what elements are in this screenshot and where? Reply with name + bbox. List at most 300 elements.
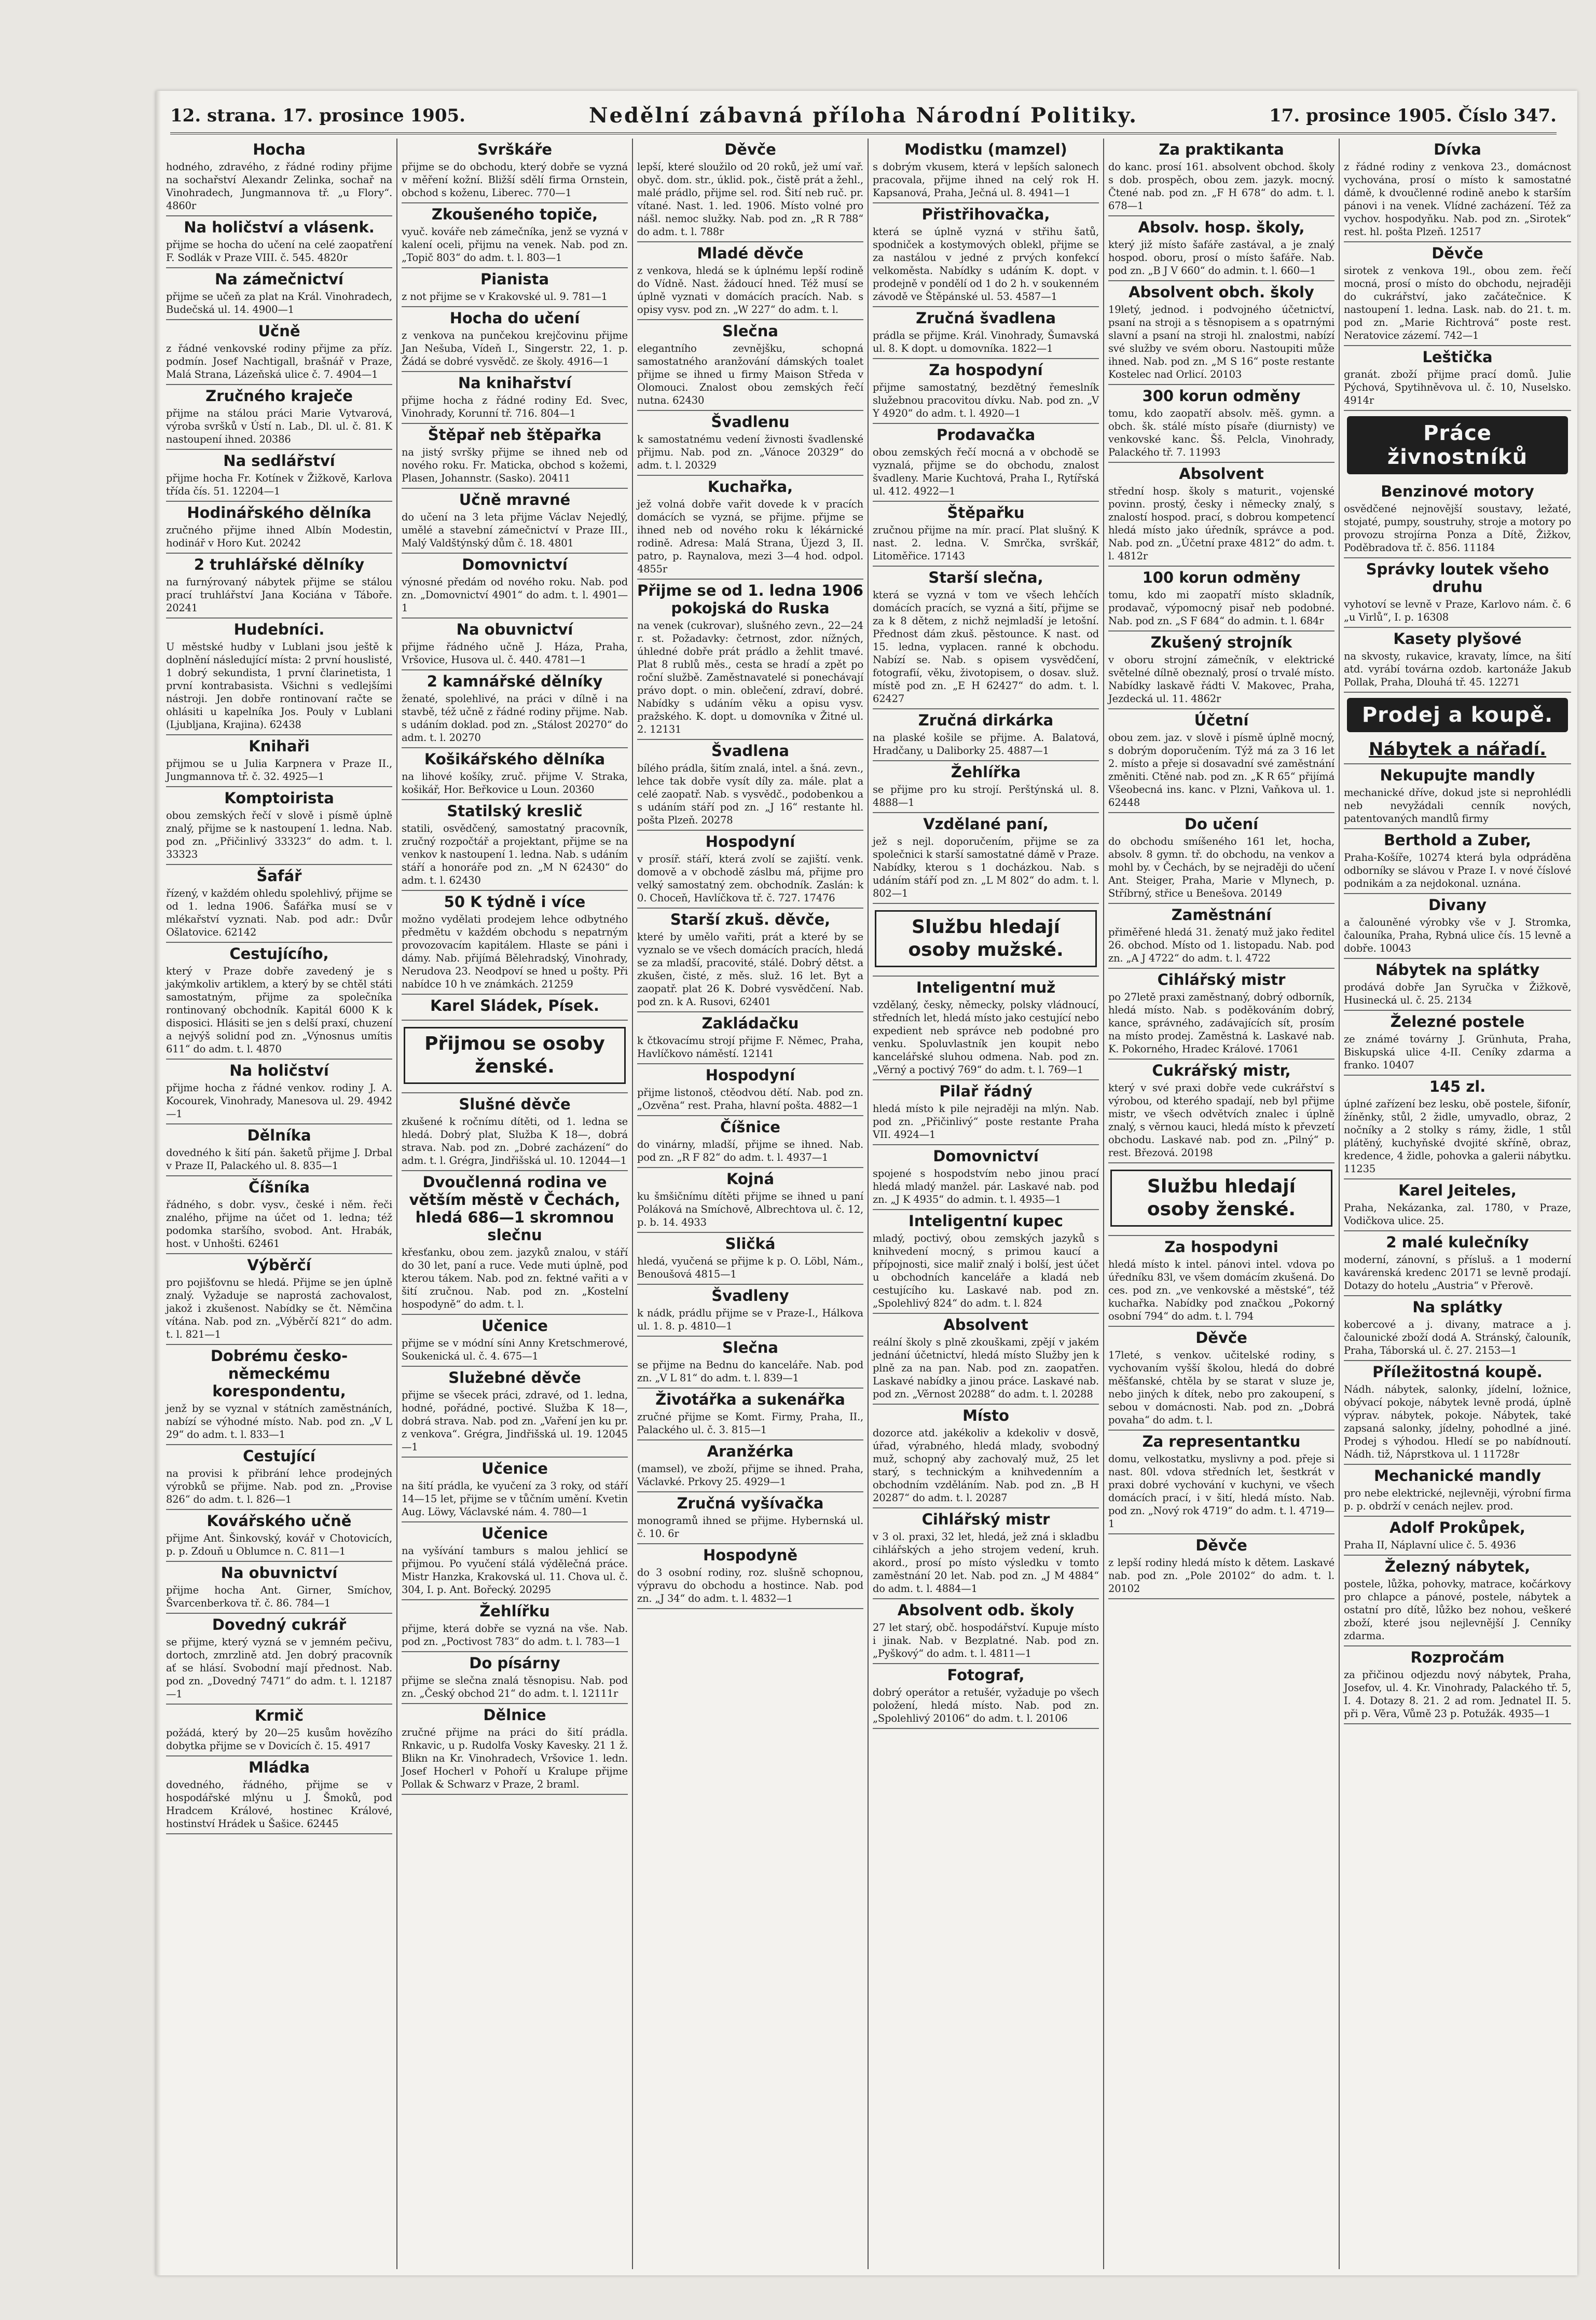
classified-ad xyxy=(873,502,1099,567)
ad-heading: Na splátky xyxy=(1412,1298,1503,1316)
ad-text: přijme se všecek práci, zdravé, od 1. ledna, hodné, pořádné, poctivé. Služba K 18—, dobrá strava. Nab. pod zn. „Vaření jen ku pr. z venkova“. Grégra, Jindřišská ul. 19. 12045—1 xyxy=(402,1389,628,1453)
ad-heading: Hospodyní xyxy=(705,833,795,850)
classified-ad xyxy=(402,1600,628,1652)
classified-ad xyxy=(873,709,1099,761)
classified-ad xyxy=(402,1171,628,1315)
ad-heading: Na knihařství xyxy=(458,374,572,392)
ad-text: ze známé továrny J. Grünhuta, Praha, Biskupská ulice 4-II. Ceníky zdarma a franko. 10407 xyxy=(1344,1033,1571,1071)
classified-ad xyxy=(166,502,392,554)
ad-text: řádného, s dobr. vysv., české i něm. řeči znalého, přijme na účet od 1. ledna; též podomka staršího, svobod. Ant. Hrabák, host. v Unhošti. 62461 xyxy=(166,1199,392,1250)
ad-heading: Za hospodyní xyxy=(929,361,1043,379)
ad-heading: 100 korun odměny xyxy=(1142,569,1301,586)
ad-heading: Děvče xyxy=(1195,1536,1247,1554)
ad-text: na provisi k přibrání lehce prodejných výrobků se přijme. Nab. pod zn. „Provise 826“ do adm. t. l. 826—1 xyxy=(166,1467,392,1505)
ad-text: (mamsel), ve zboží, přijme se ihned. Praha, Václavké. Prkovy 25. 4929—1 xyxy=(637,1463,863,1488)
ad-heading: Děvče xyxy=(1195,1329,1247,1347)
ad-heading: Starší zkuš. děvče, xyxy=(670,911,831,928)
classified-ad xyxy=(166,554,392,619)
ad-heading: Karel Jeiteles, xyxy=(1398,1182,1517,1199)
ad-heading: Děvče xyxy=(724,141,776,158)
ad-text: na plaské košile se přijme. A. Balatová, Hradčany, u Daliborky 25. 4887—1 xyxy=(873,732,1099,757)
ad-text: přijme se učeň za plat na Král. Vinohradech, Budečská ul. 14. 4900—1 xyxy=(166,291,392,315)
ad-heading: Karel Sládek, Písek. xyxy=(430,997,599,1014)
classified-ad xyxy=(166,1614,392,1705)
classified-ad xyxy=(1344,1361,1571,1465)
classified-ad xyxy=(166,1345,392,1445)
classified-ad xyxy=(637,1544,863,1609)
classified-ad xyxy=(637,1440,863,1492)
ad-heading: Děvče xyxy=(1432,244,1483,262)
classified-ad xyxy=(402,619,628,670)
ad-heading: Starší slečna, xyxy=(928,569,1043,586)
ad-heading: Do písárny xyxy=(469,1654,560,1672)
ad-text: ku šmšičnímu dítěti přijme se ihned u paní Poláková na Smíchově, Albrechtova ul. č. 12, p. b. 14. 4933 xyxy=(637,1190,863,1228)
ad-text: přijme hocha z řádné venkov. rodiny J. A. Kocourek, Vinohrady, Manesova ul. 29. 4942—1 xyxy=(166,1082,392,1120)
ad-text: na vyšívání tamburs s malou jehlicí se přijmou. Po vyučení stálá výdělečná práce. Mistr Hanzka, Krakovská ul. 11. Chova ul. č. 304, I. p. Ant. Bořecký. 20295 xyxy=(402,1545,628,1596)
classified-ad xyxy=(1344,1556,1571,1646)
ad-text: do vinárny, mladší, přijme se ihned. Nab. pod zn. „R F 82“ do adm. t. l. 4937—1 xyxy=(637,1138,863,1163)
ad-text: 19letý, jednod. i podvojného účetnictví, psaní na stroji a s těsnopisem a s opatrnými slavní a psaní na stroji hl. znalostmi, nabízí své služby ve svém oboru. Nastoupiti může ihned. Nab. pod zn. „M S 16“ poste restante Kostelec nad Orlicí. 20103 xyxy=(1108,304,1334,380)
ad-heading: Divany xyxy=(1428,896,1487,914)
ad-heading: Absolv. hosp. školy, xyxy=(1138,218,1305,236)
classified-ad xyxy=(637,320,863,411)
ad-heading: Přijmou se osoby ženské. xyxy=(404,1027,626,1084)
section-banner: Prodej a koupě. xyxy=(1347,698,1568,732)
ad-text: moderní, zánovní, s přísluš. a 1 moderní kavárenská kredenc 20171 se levně prodají. Dotazy do hotelu „Austria“ v Přerově. xyxy=(1344,1254,1571,1292)
classified-ad xyxy=(402,1093,628,1171)
header-title: Nedělní zábavná příloha Národní Politiky. xyxy=(589,103,1138,128)
classified-ad xyxy=(873,1080,1099,1145)
ad-heading: Nekupujte mandly xyxy=(1380,766,1535,784)
classified-ad xyxy=(402,1522,628,1600)
ad-text: granát. zboží přijme prací domů. Julie Pýchová, Spytihněvova ul. č. 10, Nuselsko. 4914r xyxy=(1344,368,1571,406)
classified-ad xyxy=(402,554,628,619)
ad-heading: Na zámečnictví xyxy=(215,270,343,288)
classified-ad xyxy=(166,1254,392,1345)
ad-text: přijme se v módní síni Anny Kretschmerové, Soukenická ul. č. 4. 675—1 xyxy=(402,1337,628,1362)
ad-text: dozorce atd. jakékoliv a kdekoliv v dosvě, úřad, výrabného, hledá mlady, svobodný muž, schopný aby zachovalý muž, 25 let starý, s technickým a knihvedenním a obchodním vzděláním. Nab. pod zn. „B H 20287“ do adm. t. l. 20287 xyxy=(873,1427,1099,1504)
ad-text: na šití prádla, ke vyučení za 3 roky, od stáří 14—15 let, přijme se v tůčním umění. Kvetin Aug. Löwy, Václavské nám. 4. 780—1 xyxy=(402,1480,628,1518)
ad-heading: Správky loutek všeho druhu xyxy=(1366,560,1549,596)
ad-text: do obchodu smíšeného 161 let, hocha, absolv. 8 gymn. tř. do obchodu, na venkov a mohl by. v Čechách, by se nejraději do učení Ant. Steiger, Praha, Marie v Mlynech, p. Stříbrný, střice u Benešova. 20149 xyxy=(1108,835,1334,899)
ad-text: vzdělaný, česky, německy, polsky vládnoucí, středních let, hledá místo jako cestující nebo expedient neb správce neb podobné pro venku. Spoluvlastník jen koupit nebo kancelářské sluhou odmena. Nab. pod zn. „Věrný a poctivý 769“ do adm. t. l. 769—1 xyxy=(873,999,1099,1076)
classified-ad xyxy=(637,1233,863,1285)
ad-heading: Cestující xyxy=(243,1447,315,1465)
classified-ad xyxy=(166,1445,392,1510)
ad-heading: Fotograf, xyxy=(947,1666,1025,1684)
ad-text: vyuč. kováře neb zámečníka, jenž se vyzná v kalení oceli, přijmu na venek. Nab. pod zn. „Topič 803“ do adm. t. l. 803—1 xyxy=(402,226,628,264)
ad-column-5 xyxy=(1104,139,1340,2269)
ad-column-6 xyxy=(1340,139,1575,2269)
ad-text: přijme řádného učně J. Háza, Praha, Vršovice, Husova ul. č. 440. 4781—1 xyxy=(402,641,628,666)
classified-ad xyxy=(1108,567,1334,632)
ad-text: za přičinou odjezdu nový nábytek, Praha, Josefov, ul. 4. Kr. Vinohrady, Palackého tř. 5, I. 4. Dotazy 8. 21. 2 ad rom. Jednatel II. 5. při p. Věra, Vůmě 23 p. Potužák. 4935—1 xyxy=(1344,1669,1571,1720)
ad-heading: Nábytek na splátky xyxy=(1375,961,1540,979)
ad-text: přijme listonoš, ctěodvou dětí. Nab. pod zn. „Ozvěna“ rest. Praha, hlavní pošta. 4882—1 xyxy=(637,1087,863,1111)
ad-heading: Železné postele xyxy=(1390,1013,1525,1031)
classified-ad xyxy=(1108,281,1334,385)
ad-text: se přijme pro ku strojí. Perštýnská ul. 8. 4888—1 xyxy=(873,784,1099,808)
ad-text: Praha, Nekázanka, zal. 1780, v Praze, Vodičkova ulice. 25. xyxy=(1344,1202,1571,1227)
ad-heading: Dělníka xyxy=(247,1127,311,1144)
ad-text: Praha II, Náplavní ulice č. 5. 4936 xyxy=(1344,1539,1516,1551)
ad-text: dovedného, řádného, přijme se v hospodářské mlýnu u J. Šmoků, pod Hradcem Králové, hostinec Králové, hostinství Hrádek u Šašice. 62445 xyxy=(166,1779,392,1830)
ad-text: lepší, které sloužilo od 20 roků, jež umí vař. obyč. dom. str., úklid. pok., čistě prát a žehl., malé prádlo, přijme sel. rod. Šití neb ruč. pr. vítané. Nast. 1. led. 1906. Místo volné pro nášl. nemoc služky. Nab. pod zn. „R R 788“ do adm. t. l. 788r xyxy=(637,161,863,238)
ad-text: střední hosp. školy s maturit., vojenské povinn. prostý, česky i německy znalý, s znalostí hospod. prací, s dobrou kompetencí hledá místo jako úředník, správce a pod. Nab. pod zn. „Účetní praxe 4812“ do adm. t. l. 4812r xyxy=(1108,485,1334,562)
ad-text: na lihové košíky, zruč. přijme V. Straka, košikář, Hor. Beřkovice u Loun. 20360 xyxy=(402,771,628,795)
ad-columns xyxy=(162,139,1570,2269)
ad-heading: Zakládačku xyxy=(701,1014,799,1032)
ad-text: v 3 ol. praxi, 32 let, hledá, jež zná i skladbu cihlářských a jeho strojem vedení, kruh. akord., prosí po místo výsledku v tomto zaměstnání 20 let. Nab. pod zn. „J M 4884“ do adm. t. l. 4884—1 xyxy=(873,1531,1099,1595)
ad-heading: Krmič xyxy=(254,1707,304,1724)
ad-heading: Přistřihovačka, xyxy=(921,205,1050,223)
ad-heading: Pilař řádný xyxy=(939,1082,1033,1100)
classified-ad xyxy=(1108,1236,1334,1327)
ad-heading: Absolvent xyxy=(943,1316,1028,1334)
ad-text: přijme se hocha do učení na celé zaopatření F. Sodlák v Praze VIII. č. 545. 4820r xyxy=(166,239,392,264)
classified-ad xyxy=(166,865,392,943)
ad-heading: Dovedný cukrář xyxy=(212,1616,347,1633)
ad-text: se přijme, který vyzná se v jemném pečivu, dortoch, zmrzlině atd. Jen dobrý pracovník ať se hlásí. Svobodní mají přednost. Nab. pod zn. „Dovedný 7471“ do adm. t. l. 12187—1 xyxy=(166,1636,392,1700)
classified-ad xyxy=(637,1116,863,1168)
classified-ad xyxy=(873,139,1099,203)
ad-heading: Životářka a sukenářka xyxy=(655,1391,845,1408)
ad-heading: Žehlířku xyxy=(479,1602,550,1620)
ad-text: k samostatnému vedení živnosti švadlenské přijmu. Nab. pod zn. „Vánoce 20329“ do adm. t. l. 20329 xyxy=(637,433,863,471)
ad-heading: Pianista xyxy=(480,270,549,288)
classified-ad xyxy=(1108,1060,1334,1163)
classified-ad xyxy=(1344,139,1571,242)
ad-text: přiměřené hledá 31. ženatý muž jako ředitel 26. obchod. Místo od 1. listopadu. Nab. pod zn. „A J 4722“ do adm. t. l. 4722 xyxy=(1108,926,1334,964)
ad-heading: Hospodyně xyxy=(703,1546,798,1564)
ad-heading: 145 zl. xyxy=(1429,1078,1486,1095)
classified-ad xyxy=(402,1652,628,1704)
ad-text: pro pojišťovnu se hledá. Přijme se jen úplně znalý. Vyžaduje se naprostá zachovalost, jakož i zkušenost. Nabídky se čt. Němčina vítána. Nab. pod zn. „Výběrčí 821“ do adm. t. l. 821—1 xyxy=(166,1276,392,1340)
classified-ad xyxy=(1344,764,1571,829)
ad-text: z venkova na punčekou krejčovinu přijme Jan Nešuba, Vídeň I., Singerstr. 22, 1. p. Žádá se dobré vysvědč. ze školy. 4916—1 xyxy=(402,330,628,367)
ad-heading: Hocha do učení xyxy=(449,309,580,327)
classified-ad xyxy=(637,1012,863,1064)
classified-ad xyxy=(166,320,392,385)
ad-heading: Na holičství a vlásenk. xyxy=(184,218,375,236)
ad-text: U městské hudby v Lublani jsou ještě k doplnění následující místa: 2 první houslisté, 1 dobrý sekundista, 1 první člarinetista, 1 první kontrabasista. Všichni s vedlejšími nástroji. Jen dobře rontinovaní račte se ohlásiti u kapelníka Jos. Pouly v Lublani (Ljubljana, Krajina). 62438 xyxy=(166,641,392,731)
ad-text: vyhotoví se levně v Praze, Karlovo nám. č. 6 „u Virlů“, I. p. 16308 xyxy=(1344,598,1571,623)
classified-ad xyxy=(637,909,863,1012)
classified-ad xyxy=(166,1756,392,1834)
classified-ad xyxy=(873,1599,1099,1664)
ad-text: spojené s hospodstvím nebo jinou prací hledá mladý manžel. pár. Laskavé nab. pod zn. „J K 4935“ do admin. t. l. 4935—1 xyxy=(873,1168,1099,1205)
ad-text: na jistý svršky přijme se ihned neb od nového roku. Fr. Maticka, obchod s kožemi, Plasen, Johannstr. (Sasko). 20411 xyxy=(402,446,628,484)
classified-ad xyxy=(637,139,863,242)
classified-ad xyxy=(637,740,863,831)
ad-heading: Do učení xyxy=(1184,815,1259,833)
classified-ad xyxy=(402,670,628,748)
ad-heading: Vzdělané paní, xyxy=(923,815,1049,833)
ad-heading: Žehlířka xyxy=(951,763,1021,781)
classified-ad xyxy=(637,831,863,909)
ad-text: požádá, který by 20—25 kusům hovězího dobytka přijme se v Dovicích č. 15. 4917 xyxy=(166,1727,392,1752)
classified-ad xyxy=(1344,829,1571,894)
classified-ad xyxy=(637,1168,863,1233)
classified-ad xyxy=(1108,385,1334,463)
ad-text: prodává dobře Jan Syručka v Žižkově, Husinecká ul. č. 25. 2134 xyxy=(1344,981,1571,1006)
classified-ad xyxy=(873,813,1099,904)
classified-ad xyxy=(402,1021,628,1093)
ad-heading: Za hospodyni xyxy=(1164,1238,1278,1256)
classified-ad xyxy=(1344,894,1571,959)
classified-ad xyxy=(1108,969,1334,1060)
ad-text: hledá místo k pile nejraději na mlýn. Nab. pod zn. „Přičinlivý“ poste restante Praha VII. 4924—1 xyxy=(873,1103,1099,1141)
ad-heading: Cukrářský mistr, xyxy=(1152,1062,1291,1079)
ad-heading: Příležitostná koupě. xyxy=(1372,1363,1543,1381)
classified-ad xyxy=(166,450,392,502)
ad-heading: Cihlářský mistr xyxy=(921,1511,1050,1528)
ad-text: přijme hocha z řádné rodiny Ed. Svec, Vinohrady, Korunní tř. 716. 804—1 xyxy=(402,394,628,419)
classified-ad xyxy=(1344,1646,1571,1724)
ad-text: sirotek z venkova 19l., obou zem. řečí mocná, prosí o místo do obchodu, nejraději do cukrářství, jako začátečnice. K nastoupení 1. ledna. Lask. nab. do 21. t. m. pod zn. „Marie Richtrová“ poste rest. Neratovice zázemí. 742—1 xyxy=(1344,265,1571,341)
classified-ad xyxy=(1108,904,1334,969)
ad-heading: Cestujícího, xyxy=(229,945,329,963)
ad-heading: Železný nábytek, xyxy=(1384,1558,1531,1575)
classified-ad xyxy=(873,761,1099,813)
classified-ad xyxy=(1344,1296,1571,1361)
ad-heading: Účetní xyxy=(1194,711,1249,729)
ad-heading: Absolvent xyxy=(1179,465,1264,483)
ad-heading: Zručná švadlena xyxy=(916,309,1056,327)
ad-heading: Dobrému česko-německému korespondentu, xyxy=(210,1347,348,1400)
classified-ad xyxy=(402,800,628,891)
classified-ad xyxy=(402,139,628,203)
ad-text: z not přijme se v Krakovské ul. 9. 781—1 xyxy=(402,291,608,303)
classified-ad xyxy=(166,1124,392,1176)
ad-heading: Absolvent obch. školy xyxy=(1129,283,1314,301)
ad-column-3 xyxy=(633,139,869,2269)
ad-text: 27 let starý, obč. hospodářství. Kupuje místo i jinak. Nab. v Bezplatné. Nab. pod zn. „Pyškový“ do adm. t. l. 4811—1 xyxy=(873,1622,1099,1659)
classified-ad xyxy=(873,1210,1099,1314)
classified-ad xyxy=(402,1458,628,1522)
ad-text: který v Praze dobře zavedený je s jakýmkoliv artiklem, a který by se chtěl státi samostatným, přijme za společníka rontinovaný obchodník. Kapitál 6000 K k disposici. Hlásiti se jen s delší praxí, chuzení a nejvýš solidní pod zn. „Výnosnus umítis 611“ do adm. t. l. 4870 xyxy=(166,965,392,1055)
classified-ad xyxy=(1108,632,1334,709)
classified-ad xyxy=(1108,1163,1334,1236)
ad-text: obou zem. jaz. v slově i písmě úplně mocný, s dobrým doporučením. Týž má za 3 16 let 2. místo a přeje si dosavadní své zaměstnání změniti. Ctěné nab. pod zn. „K R 65“ přijímá Všeobecná ins. kanc. v Plzni, Vaňkova ul. 1. 62448 xyxy=(1108,732,1334,808)
ad-heading: Hocha xyxy=(253,141,306,158)
classified-ad xyxy=(402,307,628,372)
classified-ad xyxy=(166,1176,392,1254)
classified-ad xyxy=(637,1389,863,1440)
ad-text: možno vydělati prodejem lehce odbytného předmětu v každém obchodu s nepatrným provozovacím kapitálem. Hlaste se páni i dámy. Nab. přijímá Bělehradský, Vinohrady, Nerudova 23. Neodpoví se hned u pošty. Při nabídce 10 h ve známkách. 21259 xyxy=(402,913,628,990)
ad-heading: Hospodyní xyxy=(705,1066,795,1084)
ad-text: hodného, zdravého, z řádné rodiny přijme na sochařství Alexandr Zelinka, sochař na Vinohradech, Jungmannova tř. „u Flory“. 4860r xyxy=(166,161,392,212)
ad-text: jež s nejl. doporučením, přijme se za společnici k starší samostatné dámě v Praze. Nabídky, kterou s 1 docházkou. Nab. s udáním stáří pod zn. „L M 802“ do adm. t. l. 802—1 xyxy=(873,835,1099,899)
ad-heading: Prodavačka xyxy=(936,426,1036,444)
ad-text: bílého prádla, šitím znalá, intel. a šná. zevn., lehce tak dobře vysít díly za. mále. plat a celé zaopatř. Nab. s vysvědč., podobenkou a s udáním stáří pod zn. „J 16“ restante hl. pošta Plzeň. 20278 xyxy=(637,762,863,826)
ad-heading: Hudebníci. xyxy=(233,621,325,638)
ad-text: přijme Ant. Šinkovský, kovář v Chotovicích, p. p. Zdouň u Oblumce n. C. 811—1 xyxy=(166,1532,392,1557)
classified-ad xyxy=(1108,1431,1334,1534)
ad-heading: Za representantku xyxy=(1142,1433,1301,1450)
ad-text: Nádh. nábytek, salonky, jídelní, ložnice, obývací pokoje, nábytek levně prodá, úplně výprav. nábytek, pokoje. Nábytek, také zapsaná salonky, jídelny, pohodlné a jiné. Prodej s výhodou. Hledí se po nabídnoutí. Nádh. tiž, Náprstkova ul. 1 11728r xyxy=(1344,1383,1571,1460)
classified-ad xyxy=(402,203,628,268)
ad-text: zkušené k ročnímu dítěti, od 1. ledna se hledá. Dobrý plat, Služba K 18—, dobrá strava. Nab. pod zn. „Dobré zacházení“ do adm. t. l. Grégra, Jindřišská ul. 10. 12044—1 xyxy=(402,1116,628,1166)
classified-ad xyxy=(402,1704,628,1795)
classified-ad xyxy=(166,1705,392,1756)
ad-heading: Mechanické mandly xyxy=(1373,1467,1542,1485)
ad-text: přijme se slečna znalá těsnopisu. Nab. pod zn. „Český obchod 21“ do adm. t. l. 12111r xyxy=(402,1674,628,1699)
ad-heading: Leštička xyxy=(1422,348,1493,366)
ad-text: monogramů ihned se přijme. Hybernská ul. č. 10. 6r xyxy=(637,1515,863,1540)
header-date-right: 17. prosince 1905. Číslo 347. xyxy=(1269,105,1557,126)
ad-heading: Na obuvnictví xyxy=(221,1564,338,1582)
classified-ad xyxy=(637,1337,863,1389)
ad-heading: Nábytek a nářadí. xyxy=(1368,739,1547,760)
ad-text: z řádné venkovské rodiny přijme za příz. podmín. Josef Nachtigall, brašnář v Praze, Malá Strana, Lázeňská ulice č. 7. 4904—1 xyxy=(166,342,392,380)
ad-heading: Slušné děvče xyxy=(459,1095,571,1113)
ad-text: osvědčené nejnovější soustavy, ležaté, stojaté, pumpy, soustruhy, stroje a motory po provozu strojírna Ponza a Dítě, Žižkov, Poděbradova tř. č. 856. 11184 xyxy=(1344,503,1571,554)
header-date-left: 12. strana. 17. prosince 1905. xyxy=(170,105,465,126)
classified-ad xyxy=(166,619,392,735)
ad-text: 17leté, s venkov. učitelské rodiny, s vychovaním vyšší školou, hledá do dobré měšťanské, chtěla by se starat v sluze je, nebo jiných k dítek, nebo pro zakoupení, s sebou v domácnosti. Nab. pod zn. „Dobrá povaha“ do adm. t. l. xyxy=(1108,1349,1334,1426)
ad-heading: Inteligentní kupec xyxy=(908,1212,1063,1230)
ad-heading: Benzinové motory xyxy=(1381,483,1534,500)
ad-heading: Služebné děvče xyxy=(448,1369,581,1386)
ad-heading: Košikářského dělníka xyxy=(424,750,606,768)
ad-text: a čalouněné výrobky vše v J. Stromka, čalouníka, Praha, Rybná ulice čís. 15 levně a dobře. 10043 xyxy=(1344,916,1571,954)
ad-heading: Švadlena xyxy=(711,742,789,760)
ad-heading: 300 korun odměny xyxy=(1142,387,1301,405)
ad-text: do kanc. prosí 161. absolvent obchod. školy s dob. prospěch, obou zem. jazyk. mocný. Čtené nab. pod zn. „F H 678“ do adm. t. l. 678—1 xyxy=(1108,161,1334,212)
ad-column-2 xyxy=(397,139,633,2269)
ad-heading: Zručná vyšívačka xyxy=(677,1494,824,1512)
classified-ad xyxy=(1344,628,1571,693)
ad-text: postele, lůžka, pohovky, matrace, kočárkovy pro chlapce a pánové, postele, nábytek a ostatní pro dítě, lůžko bez nohou, veškeré zboží, které jsou nejlevnější J. Cenníky zdarma. xyxy=(1344,1578,1571,1642)
ad-heading: Kojná xyxy=(726,1170,775,1188)
ad-heading: Šafář xyxy=(256,867,302,885)
ad-text: obou zemských řečí mocná a v obchodě se vyznalá, přijme se do obchodu, znalost švadleny. Marie Kuchtová, Praha I., Rytířská ul. 412. 4922—1 xyxy=(873,446,1099,497)
classified-ad xyxy=(166,385,392,450)
classified-ad xyxy=(166,139,392,216)
ad-text: zručné přijme na práci do šití prádla. Rnkavic, u p. Rudolfa Vosky Kavesky. 21 1 ž. Blikn na Kr. Vinohradech, Vršovice 1. ledn. Josef Hocherl v Pohoří u Kralupe přijme Pollak & Schwarz v Praze, 2 braml. xyxy=(402,1726,628,1790)
ad-heading: Svrškáře xyxy=(477,141,553,158)
ad-heading: 2 kamnářské dělníky xyxy=(426,672,603,690)
classified-ad xyxy=(1344,1179,1571,1231)
classified-ad xyxy=(637,1492,863,1544)
ad-text: přijme, která dobře se vyzná na vše. Nab. pod zn. „Poctivost 783“ do adm. t. l. 783—1 xyxy=(402,1623,628,1648)
ad-heading: Na sedlářství xyxy=(223,452,335,470)
ad-text: se přijme na Bednu do kanceláře. Nab. pod zn. „V L 81“ do adm. t. l. 839—1 xyxy=(637,1359,863,1384)
classified-ad xyxy=(402,268,628,307)
ad-text: na furnýrovaný nábytek přijme se stálou prací truhlářství Jana Kociána v Táboře. 20241 xyxy=(166,576,392,614)
ad-text: v oboru strojní zámečník, v elektrické světelné dílně obeznalý, prosí o trvalé místo. Nabídky laskavě řádti V. Makovec, Praha, Jezdecká ul. 11. 4862r xyxy=(1108,654,1334,705)
ad-text: jenž by se vyznal v státních zaměstnáních, nabízí se výhodné místo. Nab. pod zn. „V L 29“ do adm. t. l. 833—1 xyxy=(166,1403,392,1440)
ad-text: mladý, poctivý, obou zemských jazyků s knihvedení mocný, s primou kaucí a přípojnosti, sice maliř znalý i bolší, jest účet u obchodních kanceláře a kladá neb cestujícího ku. Laskavé nab. pod zn. „Spolehlivý 824“ do adm. t. l. 824 xyxy=(873,1232,1099,1309)
ad-column-4 xyxy=(869,139,1104,2269)
ad-heading: 2 truhlářské dělníky xyxy=(194,556,365,573)
ad-heading: Číšníka xyxy=(249,1178,310,1196)
classified-ad xyxy=(1108,139,1334,216)
ad-heading: Dívka xyxy=(1434,141,1481,158)
ad-heading: Slečna xyxy=(722,1339,778,1356)
ad-text: na venek (cukrovar), slušného zevn., 22—24 r. st. Požadavky: četrnost, zdor. nížných, úhledné dobře prát prádlo a žehlit tmavé. Plat 8 rublů měs., cesta se hradí a zpět po roční službě. Zaměstnavatelé si ponechávají právo dopt. o min. oblečení, zdraví, dobré. Nabídky s udáním věku a opisu vysv. pražského. K. dopt. u domovníka v Žitné ul. 2. 12131 xyxy=(637,620,863,735)
classified-ad xyxy=(637,411,863,476)
classified-ad xyxy=(1344,1011,1571,1076)
ad-heading: Zkoušeného topiče, xyxy=(431,205,598,223)
ad-heading: Zručného kraječe xyxy=(205,387,353,405)
ad-text: výnosné předám od nového roku. Nab. pod zn. „Domovnictví 4901“ do adm. t. l. 4901—1 xyxy=(402,576,628,614)
ad-text: křesťanku, obou zem. jazyků znalou, v stáří do 30 let, paní a ruce. Vede muti úplně, pod kterou tákem. Nab. pod zn. fektné vařiti a v šití zručnou. Nab. pod zn. „Kostelní hospodyně“ do adm. t. l. xyxy=(402,1246,628,1310)
ad-heading: 50 K týdně i více xyxy=(444,893,586,911)
classified-ad xyxy=(166,943,392,1060)
ad-heading: Službu hledají osoby ženské. xyxy=(1110,1170,1332,1227)
ad-heading: 2 malé kulečníky xyxy=(1386,1233,1529,1251)
classified-ad xyxy=(1108,463,1334,567)
classified-ad xyxy=(1108,709,1334,813)
ad-text: statili, osvědčený, samostatný pracovník, zručný rozpočtář a projektant, přijme se na venkov k nastoupení 1. ledna. Nab. s udáním stáří a honoráře pod zn. „M N 62430“ do adm. t. l. 62430 xyxy=(402,822,628,886)
classified-ad xyxy=(402,1367,628,1458)
classified-ad xyxy=(1344,1465,1571,1517)
ad-text: do učení na 3 leta přijme Václav Nejedlý, umělé a stavební zámečnictví v Praze III., Malý Valdštýnský dům č. 18. 4801 xyxy=(402,511,628,549)
classified-ad xyxy=(402,891,628,995)
classified-ad xyxy=(873,359,1099,424)
classified-ad xyxy=(1344,558,1571,628)
ad-heading: Číšnice xyxy=(720,1118,780,1136)
ad-heading: Přijme se od 1. ledna 1906 pokojská do Ruska xyxy=(637,582,863,617)
ad-text: která se vyzná v tom ve všech lehčích domácích pracích, se vyzná a šití, přijme se za k 8 dětem, z nichž nejmladší je letošní. Přednost dám zkuš. pěstounce. K nast. od 15. ledna, vyplacen. ranné k obchodu. Nabízí se. Nab. s opisem vysvědčení, fotografií, věku, životopisem, o dosav. služ. místě pod zn. „E H 62427“ do adm. t. l. 62427 xyxy=(873,589,1099,705)
classified-ad xyxy=(1344,959,1571,1011)
classified-ad xyxy=(1344,242,1571,346)
ad-heading: Štěpař neb štěpařka xyxy=(428,426,602,444)
classified-ad xyxy=(166,216,392,268)
ad-heading: Domovnictví xyxy=(462,556,568,573)
ad-heading: Místo xyxy=(962,1407,1009,1424)
ad-heading: Adolf Prokůpek, xyxy=(1389,1519,1525,1536)
ad-text: přijme hocha Ant. Girner, Smíchov, Švarcenberkova tř. č. 86. 784—1 xyxy=(166,1584,392,1609)
ad-heading: Švadleny xyxy=(711,1287,789,1305)
classified-ad xyxy=(1108,813,1334,904)
classified-ad xyxy=(402,995,628,1021)
section-banner: Práce živnostníků xyxy=(1347,416,1568,474)
ad-text: které by umělo vařiti, prát a které by se vyznalo se ve všech domácích pracích, hledá se za mladší, pracovité, stálé. Dobrý dětst. a zkušen, čisté, z měs. služ. 16 let. Byt a zaopatř. plat 26 K. Dobré vysvědčení. Nab. pod zn. k A. Rusovi, 62401 xyxy=(637,931,863,1008)
ad-text: reální školy s plně zkouškami, zpějí v jakém jednání účetnictví, hledá místo Služby jen k plně za na pan. Nab. pod zn. zaopatřen. Laskavé nabídky a jinou práce. Laskavé nab. pod zn. „Věrnost 20288“ do adm. t. l. 20288 xyxy=(873,1336,1099,1400)
ad-heading: Modistku (mamzel) xyxy=(904,141,1067,158)
ad-heading: Učenice xyxy=(481,1317,548,1335)
classified-ad xyxy=(166,1562,392,1614)
classified-ad xyxy=(1344,346,1571,411)
ad-heading: Kuchařka, xyxy=(707,478,793,496)
ad-text: k čtkovacímu strojí přijme F. Němec, Praha, Havlíčkovo náměstí. 12141 xyxy=(637,1035,863,1060)
ad-text: dovedného k šití pán. šaketů přijme J. Drbal v Praze II, Palackého ul. 8. 835—1 xyxy=(166,1147,392,1172)
ad-heading: Hodinářského dělníka xyxy=(187,504,372,521)
ad-text: s dobrým vkusem, která v lepších salonech pracovala, přijme ihned na celý rok H. Kapsanová, Praha, Ječná ul. 8. 4941—1 xyxy=(873,161,1099,199)
classified-ad xyxy=(873,567,1099,709)
classified-ad xyxy=(873,1508,1099,1599)
ad-text: na skvosty, rukavice, kravaty, límce, na šití atd. vyrábí továrna ozdob. kartonáže Jakub Pollak, Praha, Dlouhá tř. 45. 12271 xyxy=(1344,650,1571,688)
ad-text: ženaté, spolehlivé, na práci v dílně i na stavbě, též učně z řádné rodiny přijme. Nab. s udáním doklad. pod zn. „Stálost 20270“ do adm. t. l. 20270 xyxy=(402,693,628,744)
classified-ad xyxy=(873,1145,1099,1210)
classified-ad xyxy=(637,1064,863,1116)
ad-text: přijme se do obchodu, který dobře se vyzná v měření kožní. Bližší sdělí firma Ornstein, obchod s koženu, Liberec. 770—1 xyxy=(402,161,628,199)
ad-heading: Službu hledají osoby mužské. xyxy=(875,910,1097,967)
ad-heading: Berthold a Zuber, xyxy=(1383,831,1532,849)
ad-text: prádla se přijme. Král. Vinohrady, Šumavská ul. 8. K dopt. u domovníka. 1822—1 xyxy=(873,330,1099,354)
ad-heading: Na holičství xyxy=(229,1062,329,1079)
classified-ad xyxy=(873,424,1099,502)
ad-text: přijme na stálou práci Marie Vytvarová, výroba svršků v Ústí n. Lab., Dl. ul. č. 81. K nastoupení ihned. 20386 xyxy=(166,407,392,445)
classified-ad xyxy=(1344,481,1571,558)
classified-ad xyxy=(873,977,1099,1080)
classified-ad xyxy=(873,904,1099,977)
ad-text: tomu, kdo mi zaopatří místo skladník, prodavač, výpomocný pisař neb podobné. Nab. pod zn. „S F 684“ do admin. t. l. 684r xyxy=(1108,589,1334,627)
ad-text: mechanické dříve, dokud jste si neprohlédli neb nevyžádali cenník nových, patentovaných mandlů firmy xyxy=(1344,787,1571,825)
